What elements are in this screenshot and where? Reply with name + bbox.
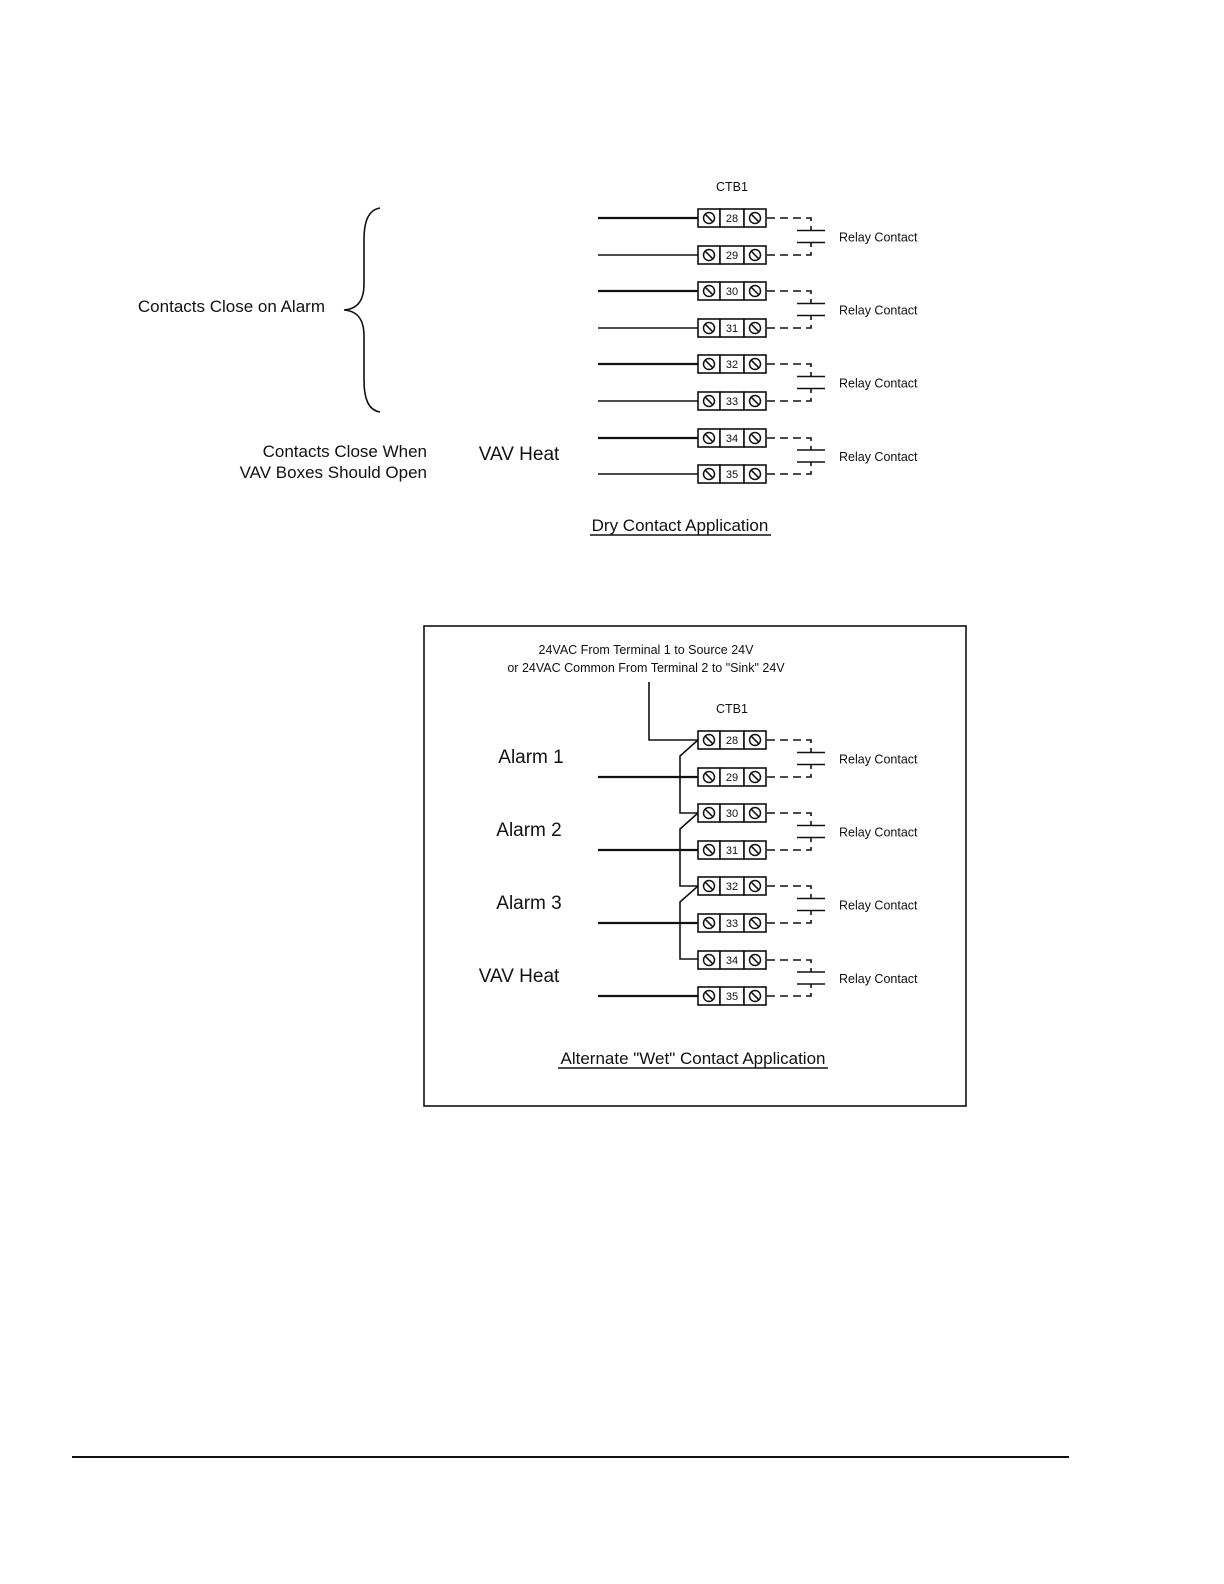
relay-contact-label: Relay Contact [839, 972, 918, 986]
relay-contact-label: Relay Contact [839, 303, 918, 318]
relay-contact-label: Relay Contact [839, 450, 918, 464]
screw-icon [750, 991, 761, 1002]
screw-icon [704, 250, 715, 261]
terminal-31 [698, 841, 766, 859]
screw-icon [750, 735, 761, 746]
terminal-33 [698, 392, 766, 410]
screw-icon [750, 772, 761, 783]
terminal-number: 31 [725, 845, 739, 857]
screw-icon [750, 286, 761, 297]
terminal-32 [698, 877, 766, 895]
terminal-31 [698, 319, 766, 337]
screw-icon [750, 323, 761, 334]
vav-note-line1: Contacts Close When [262, 442, 427, 461]
terminal-number: 28 [725, 213, 739, 225]
dry-contact-diagram [138, 180, 918, 535]
screw-icon [704, 881, 715, 892]
screw-icon [750, 359, 761, 370]
terminal-number: 34 [725, 433, 739, 445]
screw-icon [704, 323, 715, 334]
terminal-number: 33 [725, 918, 739, 930]
alarm-3-label: Alarm 3 [496, 893, 562, 914]
screw-icon [750, 808, 761, 819]
terminal-number: 30 [725, 286, 739, 298]
terminal-35 [698, 465, 766, 483]
screw-icon [750, 396, 761, 407]
screw-icon [704, 808, 715, 819]
terminal-number: 29 [725, 250, 739, 262]
source-note-line1: 24VAC From Terminal 1 to Source 24V [538, 643, 754, 657]
terminal-number: 32 [725, 359, 739, 371]
terminal-34 [698, 429, 766, 447]
screw-icon [704, 735, 715, 746]
relay-contact [767, 886, 918, 923]
terminal-number: 35 [725, 991, 739, 1003]
screw-icon [704, 433, 715, 444]
alarm-1-label: Alarm 1 [498, 747, 564, 768]
relay-contact-label: Relay Contact [839, 752, 918, 767]
screw-icon [750, 433, 761, 444]
dry-ctb1-label: CTB1 [716, 180, 748, 194]
screw-icon [704, 396, 715, 407]
terminal-30 [698, 282, 766, 300]
screw-icon [750, 469, 761, 480]
screw-icon [750, 250, 761, 261]
relay-contact [767, 740, 918, 777]
wet-ctb1-label: CTB1 [716, 702, 748, 716]
screw-icon [704, 955, 715, 966]
screw-icon [750, 955, 761, 966]
wet-vav-heat-label: VAV Heat [478, 966, 560, 987]
screw-icon [704, 359, 715, 370]
relay-contact [767, 438, 918, 474]
relay-contact-label: Relay Contact [839, 376, 918, 391]
wet-caption: Alternate "Wet" Contact Application [560, 1049, 826, 1068]
alarm-2-label: Alarm 2 [496, 820, 562, 841]
screw-icon [704, 469, 715, 480]
screw-icon [704, 213, 715, 224]
terminal-34 [698, 951, 766, 969]
alarm-brace [344, 208, 380, 412]
terminal-number: 29 [725, 772, 739, 784]
terminal-number: 33 [725, 396, 739, 408]
terminal-35 [698, 987, 766, 1005]
terminal-number: 32 [725, 881, 739, 893]
screw-icon [750, 213, 761, 224]
screw-icon [704, 845, 715, 856]
terminal-29 [698, 768, 766, 786]
terminal-29 [698, 246, 766, 264]
source-note-line2: or 24VAC Common From Terminal 2 to "Sink" 24V [507, 661, 785, 675]
relay-contact-label: Relay Contact [839, 230, 918, 245]
dry-vav-heat-label: VAV Heat [478, 444, 560, 465]
brace-label: Contacts Close on Alarm [137, 297, 325, 316]
wet-frame [424, 626, 966, 1106]
screw-icon [750, 881, 761, 892]
relay-contact-label: Relay Contact [839, 898, 918, 913]
relay-contact [767, 218, 918, 255]
relay-contact [767, 813, 918, 850]
relay-contact-label: Relay Contact [839, 825, 918, 840]
terminal-number: 28 [725, 735, 739, 747]
relay-contact [767, 960, 918, 996]
terminal-number: 35 [725, 469, 739, 481]
terminal-30 [698, 804, 766, 822]
terminal-28 [698, 731, 766, 749]
screw-icon [704, 286, 715, 297]
screw-icon [750, 918, 761, 929]
source-feed-wire [649, 682, 698, 740]
terminal-number: 34 [725, 955, 739, 967]
screw-icon [704, 991, 715, 1002]
terminal-number: 30 [725, 808, 739, 820]
vav-note-line2: VAV Boxes Should Open [239, 463, 427, 482]
terminal-number: 31 [725, 323, 739, 335]
dry-caption: Dry Contact Application [591, 516, 769, 535]
screw-icon [704, 772, 715, 783]
relay-contact [767, 291, 918, 328]
screw-icon [750, 845, 761, 856]
terminal-28 [698, 209, 766, 227]
wet-contact-diagram [424, 626, 966, 1106]
terminal-32 [698, 355, 766, 373]
terminal-33 [698, 914, 766, 932]
relay-contact [767, 364, 918, 401]
screw-icon [704, 918, 715, 929]
